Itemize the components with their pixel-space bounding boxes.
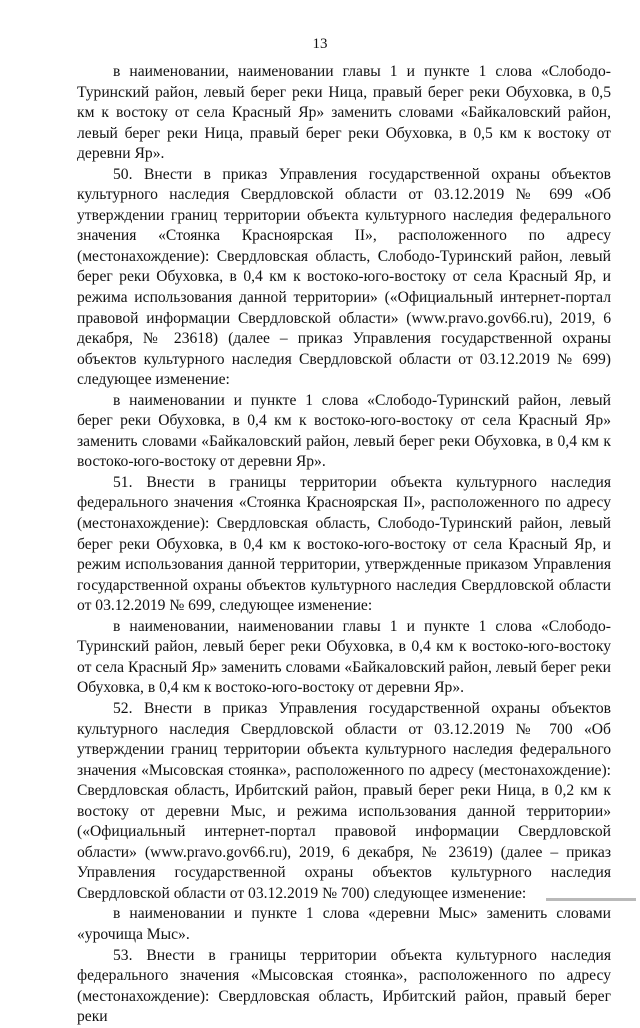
paragraph-item-53: 53. Внести в границы территории объекта культурного наследия федерального значения «Мысовская стоянка», расположенного по адресу (местонахождение): Свердловская область, Ирбитский район, правый берег реки — [77, 946, 611, 1026]
paragraph-amendment-51: в наименовании, наименовании главы 1 и пункте 1 слова «Слободо-Туринский район, левый берег реки Обуховка, в 0,4 км к востоко-юго-востоку от села Красный Яр» заменить словами «Байкаловский район, левый берег реки Обуховка, в 0,4 км к востоко-юго-востоку от деревни Яр». — [77, 617, 611, 697]
paragraph-amendment-52: в наименовании и пункте 1 слова «деревни Мыс» заменить словами «урочища Мыс». — [77, 905, 611, 943]
paragraph-amendment-50: в наименовании и пункте 1 слова «Слободо-Туринский район, левый берег реки Обуховка, в 0,4 км к востоко-юго-востоку от села Красный Яр» заменить словами «Байкаловский район, левый берег реки Обуховка, в 0,4 км к востоко-юго-востоку от деревни Яр». — [77, 391, 611, 471]
document-body — [77, 62, 611, 1028]
scan-artifact — [546, 898, 636, 901]
paragraph-amendment-49: в наименовании, наименовании главы 1 и пункте 1 слова «Слободо-Туринский район, левый берег реки Ница, правый берег реки Обуховка, в 0,5 км к востоку от села Красный Яр» заменить словами «Байкаловский район, левый берег реки Ница, правый берег реки Обуховка, в 0,5 км к востоку от деревни Яр». — [77, 63, 611, 163]
page-number: 13 — [312, 36, 328, 52]
paragraph-item-52: 52. Внести в приказ Управления государственной охраны объектов культурного наследия Свердловской области от 03.12.2019 № 700 «Об утверждении границ территории объекта культурного наследия федерального значения «Мысовская стоянка», расположенного по адресу (местонахождение): Свердловская область, Ирбитский район, правый берег реки Ница, в 0,2 км к востоку от деревни Мыс, и режима использования данной территории» («Официальный интернет-портал правовой информации Свердловской области» (www.pravo.gov66.ru), 2019, 6 декабря, № 23619) (далее – приказ Управления государственной охраны объектов культурного наследия Свердловской области от 03.12.2019 № 700) следующее изменение: — [77, 699, 611, 902]
paragraph-item-51: 51. Внести в границы территории объекта культурного наследия федерального значения «Стоянка Красноярская II», расположенного по адресу (местонахождение): Свердловская область, Слободо-Туринский район, левый берег реки Обуховка, в 0,4 км к востоко-юго-востоку от села Красный Яр, и режим использования данной территории, утвержденные приказом Управления государственной охраны объектов культурного наследия Свердловской области от 03.12.2019 № 699, следующее изменение: — [77, 473, 611, 615]
paragraph-item-50: 50. Внести в приказ Управления государственной охраны объектов культурного наследия Свердловской области от 03.12.2019 № 699 «Об утверждении границ территории объекта культурного наследия федерального значения «Стоянка Красноярская II», расположенного по адресу (местонахождение): Свердловская область, Слободо-Туринский район, левый берег реки Обуховка, в 0,4 км к востоко-юго-востоку от села Красный Яр, и режима использования данной территории» («Официальный интернет-портал правовой информации Свердловской области» (www.pravo.gov66.ru), 2019, 6 декабря, № 23618) (далее – приказ Управления государственной охраны объектов культурного наследия Свердловской области от 03.12.2019 № 699) следующее изменение: — [77, 165, 611, 389]
